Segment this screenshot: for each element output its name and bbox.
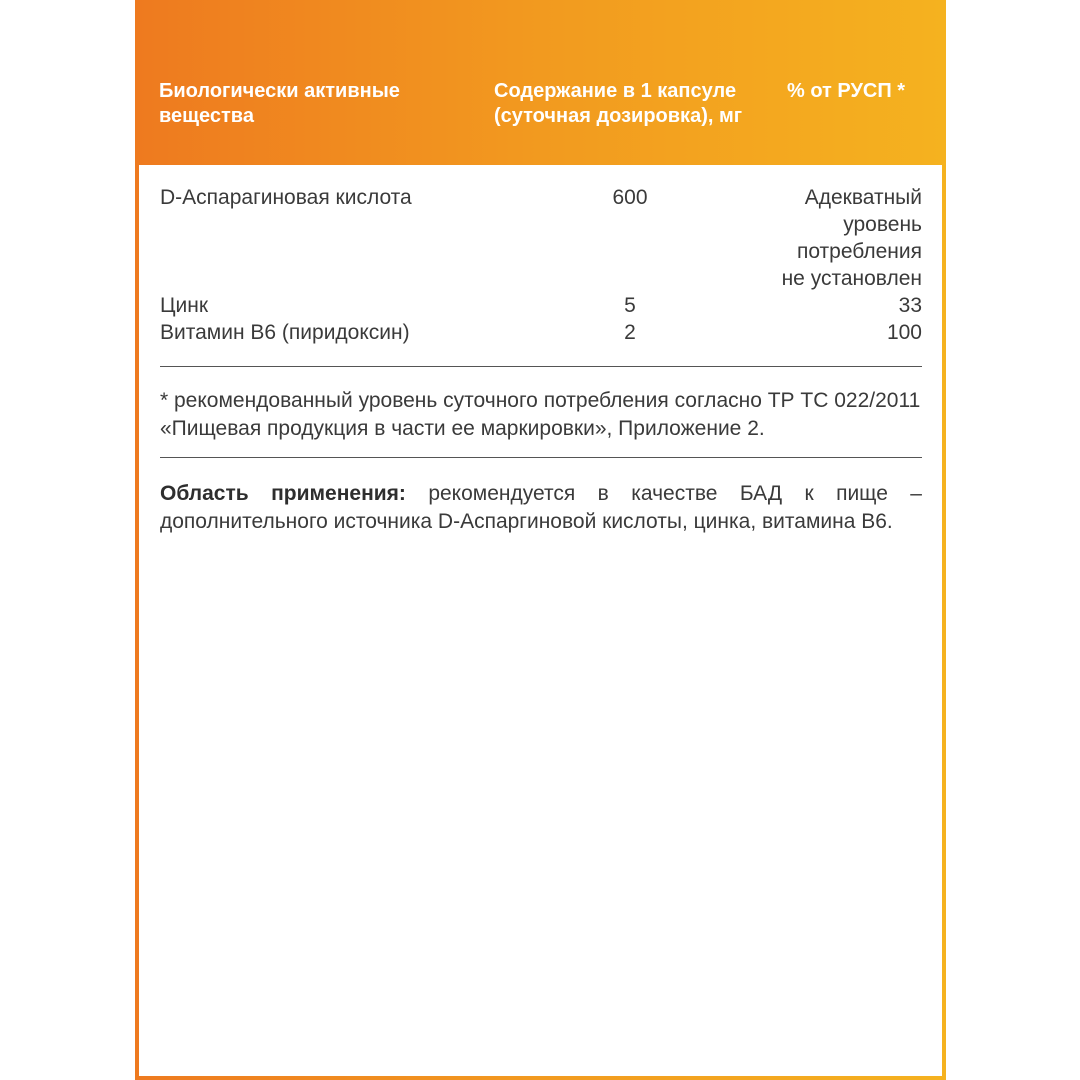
row-amount: 600 — [612, 186, 648, 209]
nutrition-table — [160, 0, 922, 1080]
row-amount: 5 — [624, 294, 636, 317]
divider — [160, 457, 922, 458]
row-percent: 100 — [886, 321, 922, 344]
row-percent-line: уровень — [843, 213, 922, 236]
header-substances: Биологически активные вещества — [159, 80, 400, 127]
row-percent-line: Адекватный — [804, 186, 922, 209]
row-name: D-Аспарагиновая кислота — [160, 186, 412, 209]
row-name: Цинк — [160, 294, 209, 317]
header-content-per-capsule: Содержание в 1 капсуле (суточная дозировка), мг — [494, 80, 743, 127]
usage-text: рекомендуется в качестве БАД к пище – дополнительного источника D-Аспаргиновой кислоты, цинка, витамина В6. — [160, 482, 922, 533]
table-row — [160, 292, 922, 319]
row-percent: 33 — [898, 294, 922, 317]
usage-label: Область применения: — [160, 482, 406, 505]
row-percent-line: потребления — [796, 240, 922, 263]
table-row — [160, 319, 922, 346]
header-rusp-percent: % от РУСП * — [787, 80, 906, 102]
table-row — [160, 184, 922, 294]
usage-paragraph — [160, 480, 922, 536]
row-name: Витамин В6 (пиридоксин) — [160, 321, 410, 344]
row-percent-line: не установлен — [781, 267, 922, 290]
row-percent — [682, 184, 922, 292]
footnote: * рекомендованный уровень суточного потребления согласно ТР ТС 022/2011 «Пищевая продукция в части ее маркировки», Приложение 2. — [160, 389, 921, 440]
row-amount: 2 — [624, 321, 636, 344]
divider — [160, 366, 922, 367]
